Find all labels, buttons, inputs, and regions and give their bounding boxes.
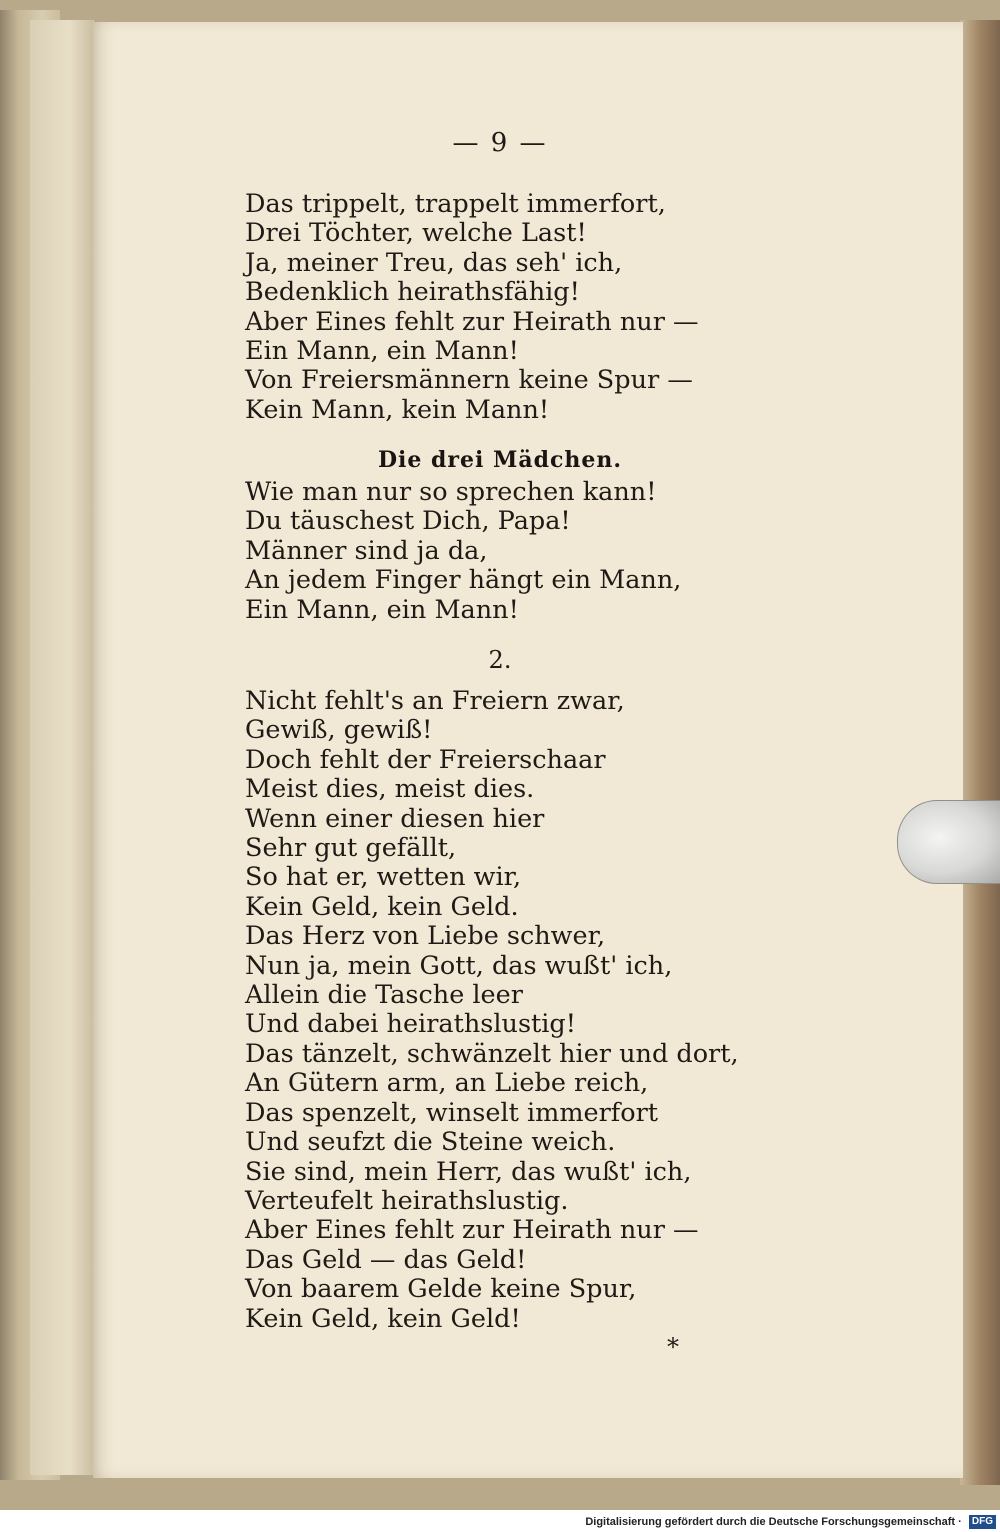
facing-page-edge <box>30 20 96 1475</box>
stanza-3 <box>245 687 805 1334</box>
verse-line: Kein Geld, kein Geld! <box>245 1303 521 1334</box>
verse-line: Das tänzelt, schwänzelt hier und dort, <box>245 1038 739 1069</box>
verse-line: Nicht fehlt's an Freiern zwar, <box>245 686 625 716</box>
stanza-2 <box>245 478 805 625</box>
verse-line: Du täuschest Dich, Papa! <box>245 506 571 537</box>
verse-line: Meist dies, meist dies. <box>245 774 535 805</box>
verse-line: An Gütern arm, an Liebe reich, <box>245 1068 649 1099</box>
page-holder-clip <box>897 800 1000 884</box>
book-edge-right <box>960 20 1000 1485</box>
page-number: — 9 — <box>452 128 548 158</box>
verse-line: Doch fehlt der Freierschaar <box>245 744 606 775</box>
verse-line: Sie sind, mein Herr, das wußt' ich, <box>245 1156 692 1187</box>
verse-line: Wenn einer diesen hier <box>245 803 545 834</box>
verse-line: Ja, meiner Treu, das seh' ich, <box>245 247 623 278</box>
verse-line: Sehr gut gefällt, <box>245 833 457 864</box>
section-heading: Die drei Mädchen. <box>377 447 623 473</box>
verse-line: Bedenklich heirathsfähig! <box>245 277 580 308</box>
verse-line: Und seufzt die Steine weich. <box>245 1127 616 1158</box>
section-number: 2. <box>488 646 512 674</box>
verse-line: Drei Töchter, welche Last! <box>245 218 587 249</box>
verse-line: Wie man nur so sprechen kann! <box>245 477 657 507</box>
verse-line: Und dabei heirathslustig! <box>245 1009 577 1040</box>
verse-line: Das Geld — das Geld! <box>245 1244 527 1275</box>
verse-line: Das Herz von Liebe schwer, <box>245 921 606 952</box>
verse-line: Von baarem Gelde keine Spur, <box>245 1274 637 1305</box>
footer-text: Digitalisierung gefördert durch die Deutsche Forschungsgemeinschaft · <box>585 1516 962 1528</box>
verse-line: Männer sind ja da, <box>245 535 488 566</box>
stanza-1 <box>245 190 805 425</box>
verse-line: Verteufelt heirathslustig. <box>245 1185 569 1216</box>
verse-line: Gewiß, gewiß! <box>245 715 433 746</box>
verse-line: An jedem Finger hängt ein Mann, <box>245 565 682 596</box>
digitization-footer <box>0 1512 996 1532</box>
verse-line: Ein Mann, ein Mann! <box>245 594 519 625</box>
verse-line: Kein Geld, kein Geld. <box>245 891 519 922</box>
verse-line: Das spenzelt, winselt immerfort <box>245 1097 659 1128</box>
verse-line: Allein die Tasche leer <box>245 980 523 1011</box>
end-asterisk: * <box>667 1333 679 1361</box>
dfg-logo: DFG <box>969 1515 996 1529</box>
verse-line: Von Freiersmännern keine Spur — <box>245 365 693 396</box>
verse-line: Nun ja, mein Gott, das wußt' ich, <box>245 950 673 981</box>
verse-line: Aber Eines fehlt zur Heirath nur — <box>245 1215 699 1246</box>
verse-line: Ein Mann, ein Mann! <box>245 336 519 367</box>
verse-line: Kein Mann, kein Mann! <box>245 394 550 425</box>
verse-line: Das trippelt, trappelt immerfort, <box>245 189 666 219</box>
verse-line: So hat er, wetten wir, <box>245 862 522 893</box>
verse-line: Aber Eines fehlt zur Heirath nur — <box>245 306 699 337</box>
